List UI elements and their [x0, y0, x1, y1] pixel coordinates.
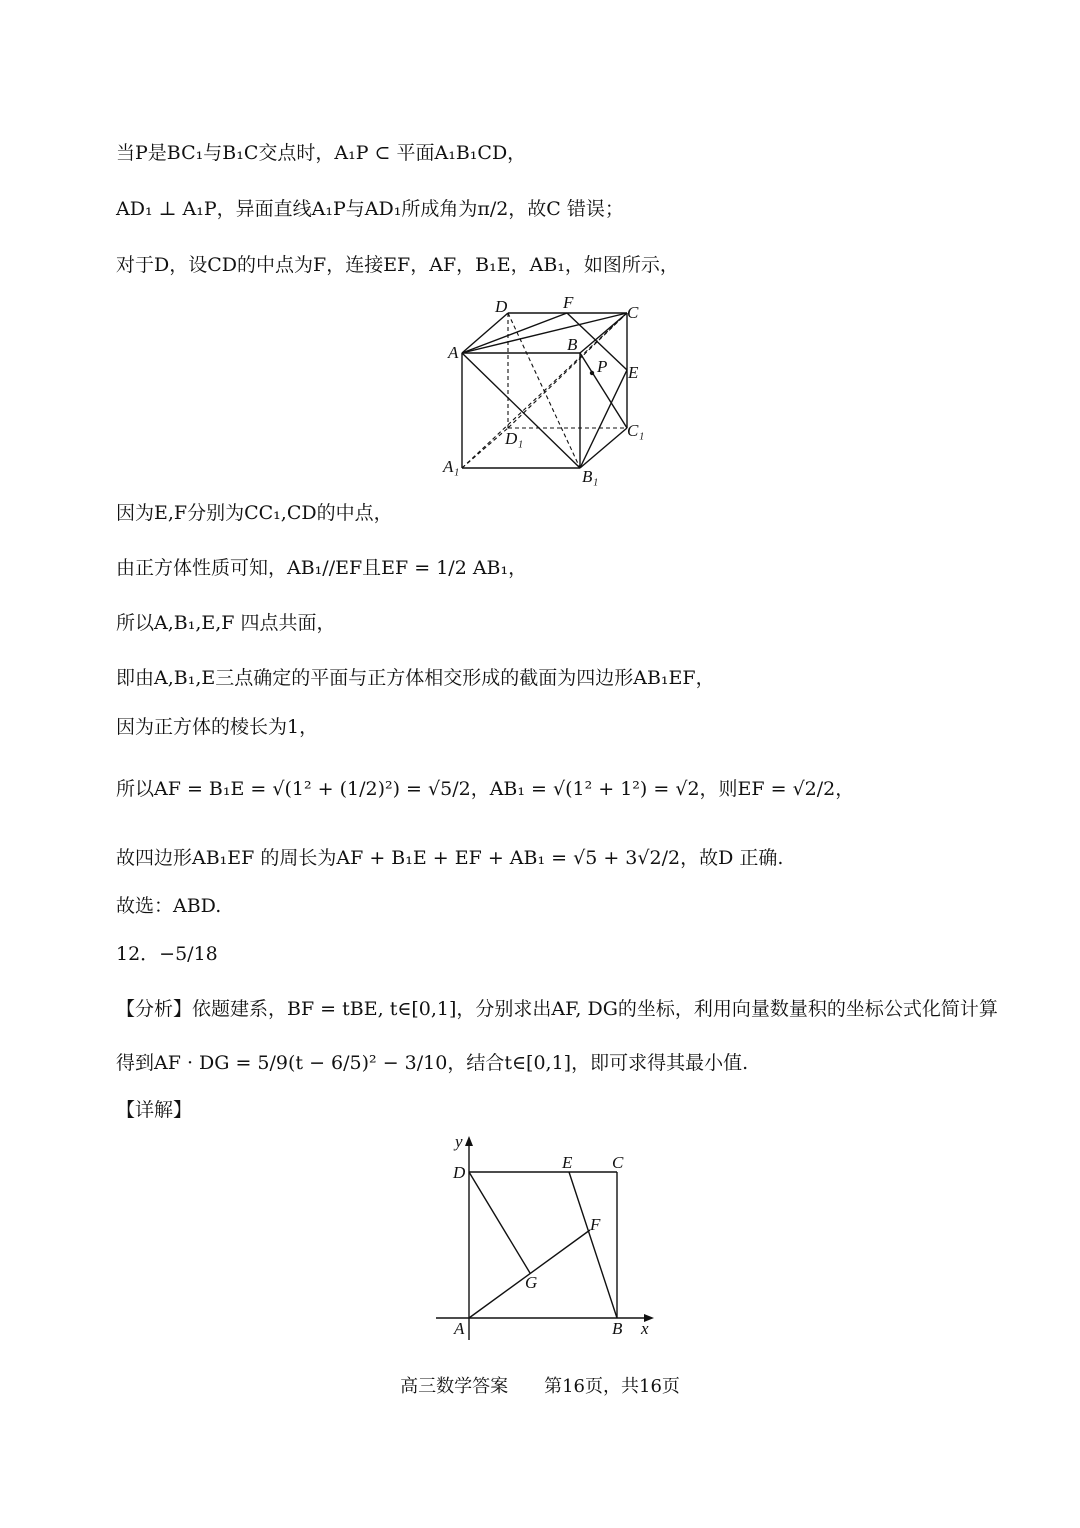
label-c1: C₁	[627, 421, 645, 440]
label-e: E	[562, 1153, 573, 1172]
label-e: E	[628, 363, 639, 382]
text-line-4: 因为E,F分别为CC₁,CD的中点，	[116, 502, 393, 524]
text-line-5: 由正方体性质可知，AB₁//EF且EF = 1/2 AB₁，	[116, 557, 528, 579]
text-line-9: 所以AF = B₁E = √(1² + (1/2)²) = √5/2，AB₁ = √(1² + 1²) = √2，则EF = √2/2，	[116, 778, 855, 800]
label-p: P	[597, 357, 608, 376]
square-figure	[430, 1130, 662, 1342]
text-line-14: 得到AF · DG = 5/9(t − 6/5)² − 3/10，结合t∈[0,1]，即可求得其最小值.	[116, 1052, 749, 1074]
label-x: x	[641, 1319, 649, 1338]
text-line-7: 即由A,B₁,E三点确定的平面与正方体相交形成的截面为四边形AB₁EF，	[116, 667, 715, 689]
label-d: D	[453, 1163, 466, 1182]
text-line-12: 12．−5/18	[116, 943, 218, 965]
label-c: C	[627, 303, 639, 322]
label-a: A	[454, 1319, 465, 1338]
text-line-13: 【分析】依题建系，BF = tBE, t∈[0,1]，分别求出AF, DG的坐标，利用向量数量积的坐标公式化简计算	[116, 998, 998, 1020]
label-b: B	[567, 335, 578, 354]
cube-figure	[440, 292, 650, 490]
label-d: D	[495, 297, 508, 316]
label-f: F	[563, 293, 574, 312]
point-p-dot	[590, 371, 594, 375]
text-line-3: 对于D，设CD的中点为F，连接EF，AF，B₁E，AB₁，如图所示，	[116, 254, 679, 276]
text-line-8: 因为正方体的棱长为1，	[116, 716, 319, 738]
text-line-2: AD₁ ⊥ A₁P，异面直线A₁P与AD₁所成角为π/2，故C 错误；	[116, 198, 624, 220]
text-line-15: 【详解】	[116, 1099, 193, 1121]
text-line-6: 所以A,B₁,E,F 四点共面，	[116, 612, 336, 634]
text-line-1: 当P是BC₁与B₁C交点时，A₁P ⊂ 平面A₁B₁CD，	[116, 142, 527, 164]
label-b1: B₁	[582, 467, 599, 486]
label-f: F	[590, 1215, 601, 1234]
label-y: y	[455, 1132, 463, 1151]
y-axis-arrow-icon	[465, 1136, 473, 1146]
label-c: C	[612, 1153, 624, 1172]
text-line-10: 故四边形AB₁EF 的周长为AF + B₁E + EF + AB₁ = √5 + 3√2/2，故D 正确.	[116, 847, 784, 869]
label-g: G	[525, 1273, 538, 1292]
text-line-11: 故选：ABD.	[116, 895, 222, 917]
page-footer: 高三数学答案 第16页，共16页	[400, 1376, 680, 1397]
label-b: B	[612, 1319, 623, 1338]
label-a1: A₁	[443, 457, 460, 476]
label-d1: D₁	[505, 429, 524, 448]
label-a: A	[448, 343, 459, 362]
